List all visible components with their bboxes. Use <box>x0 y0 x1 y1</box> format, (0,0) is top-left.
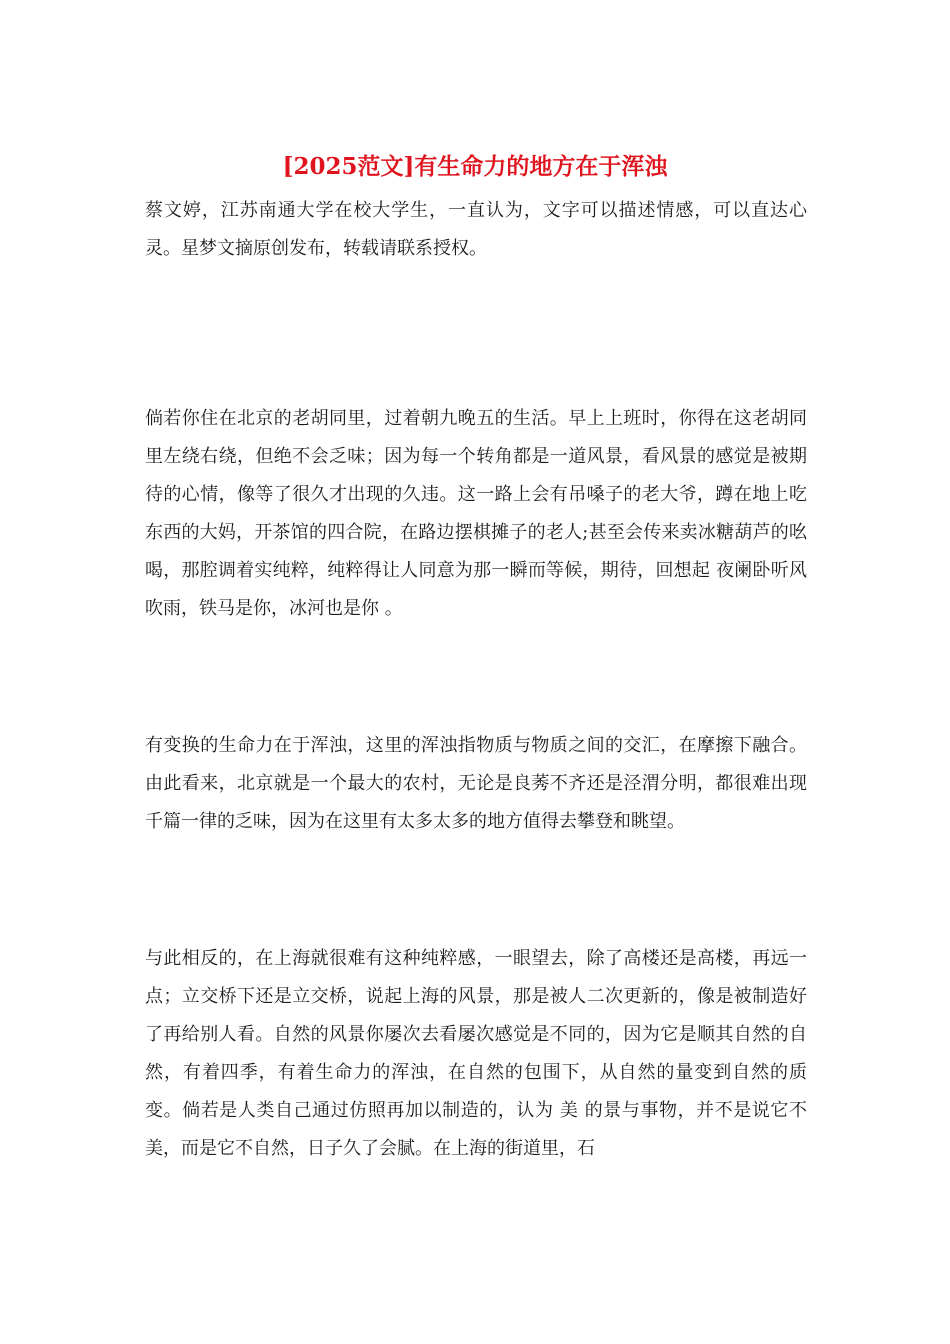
body-paragraph-vitality: 有变换的生命力在于浑浊，这里的浑浊指物质与物质之间的交汇，在摩擦下融合。由此看来，北京就是一个最大的农村，无论是良莠不齐还是泾渭分明，都很难出现千篇一律的乏味，因为在这里有太多太多的地方值得去攀登和眺望。 <box>145 735 807 832</box>
author-intro-paragraph: 蔡文婷，江苏南通大学在校大学生，一直认为，文字可以描述情感，可以直达心灵。星梦文摘原创发布，转载请联系授权。 <box>145 200 807 259</box>
body-paragraph-beijing-hutong: 倘若你住在北京的老胡同里，过着朝九晚五的生活。早上上班时，你得在这老胡同里左绕右绕，但绝不会乏味；因为每一个转角都是一道风景，看风景的感觉是被期待的心情，像等了很久才出现的久违。这一路上会有吊嗓子的老大爷，蹲在地上吃东西的大妈，开茶馆的四合院，在路边摆棋摊子的老人;甚至会传来卖冰糖葫芦的吆喝，那腔调着实纯粹，纯粹得让人同意为那一瞬而等候，期待，回想起 夜阑卧听风吹雨，铁马是你，冰河也是你 。 <box>145 408 807 619</box>
body-paragraph-shanghai: 与此相反的，在上海就很难有这种纯粹感，一眼望去，除了高楼还是高楼，再远一点；立交桥下还是立交桥，说起上海的风景，那是被人二次更新的，像是被制造好了再给别人看。自然的风景你屡次去看屡次感觉是不同的，因为它是顺其自然的自然，有着四季，有着生命力的浑浊，在自然的包围下，从自然的量变到自然的质变。倘若是人类自己通过仿照再加以制造的，认为 美 的景与事物，并不是说它不美，而是它不自然，日子久了会腻。在上海的街道里，石 <box>145 948 807 1159</box>
document-title: [2025范文]有生命力的地方在于浑浊 <box>282 153 668 180</box>
